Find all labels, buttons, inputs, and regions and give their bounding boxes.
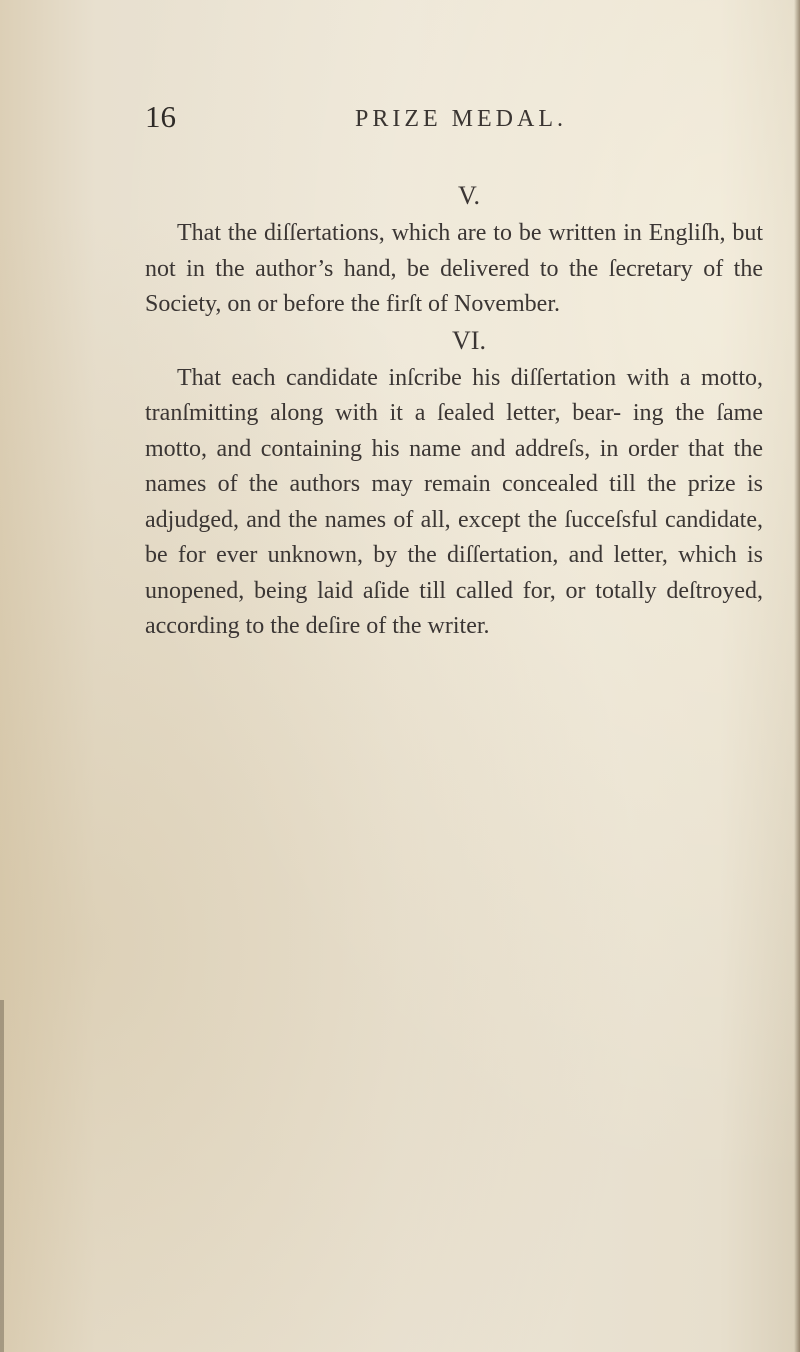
page-header	[145, 97, 765, 137]
page-edge-shadow	[794, 0, 800, 1352]
section-v	[145, 176, 763, 323]
body-text	[145, 176, 763, 645]
section-paragraph: That each candidate inſcribe his diſſertation with a motto, tranſmitting along with it a ſealed letter, bear- ing the ſame motto, and containing his name and addreſs, in order that the names of the authors may remain concealed till the prize is adjudged, and the names of all, except the ſucceſsful candidate, be for ever unknown, by the diſſertation, and letter, which is unopened, being laid aſide till called for, or totally deſtroyed, according to the deſire of the writer.	[145, 364, 763, 639]
page-left-edge	[0, 1000, 4, 1352]
section-numeral: VI.	[452, 325, 486, 355]
page-number: 16	[145, 99, 176, 134]
section-paragraph: That the diſſertations, which are to be written in Engliſh, but not in the author’s hand, be delivered to the ſecretary of the Society, on or before the firſt of November.	[145, 220, 763, 317]
section-vi	[145, 321, 763, 645]
running-head: PRIZE MEDAL.	[355, 106, 567, 132]
section-numeral: V.	[458, 181, 480, 210]
